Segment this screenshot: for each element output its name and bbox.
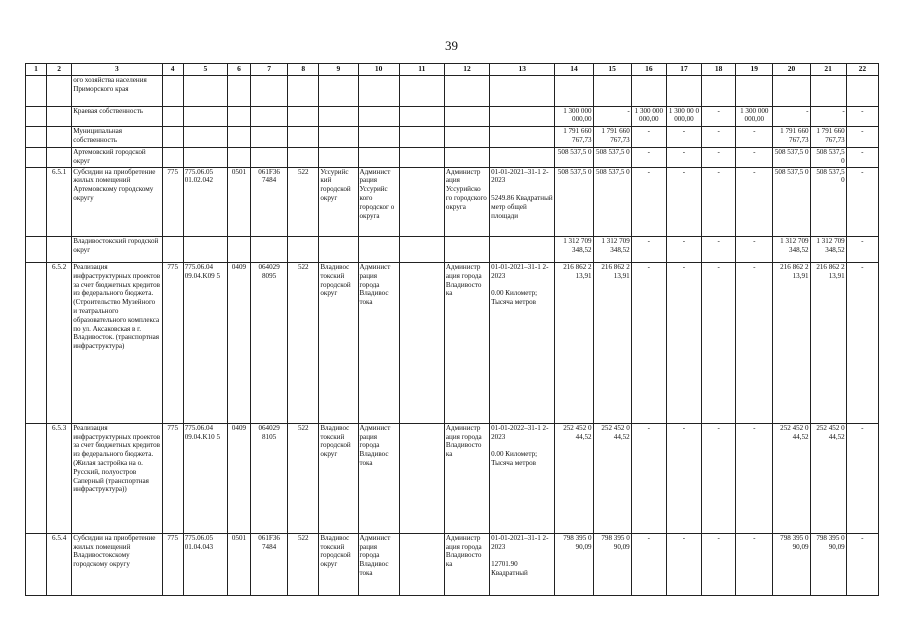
table-cell: 798 395 0 90,09 bbox=[810, 533, 846, 595]
table-cell: - bbox=[702, 533, 736, 595]
table-cell: - bbox=[631, 423, 666, 533]
table-cell bbox=[227, 237, 250, 263]
page-number: 39 bbox=[445, 38, 458, 53]
column-header: 19 bbox=[736, 64, 773, 76]
table-cell bbox=[399, 423, 444, 533]
table-cell: Администр ация города Владивосто ка bbox=[444, 423, 489, 533]
table-cell: 508 537,5 0 bbox=[555, 167, 593, 236]
table-cell: 1 312 709 348,52 bbox=[555, 237, 593, 263]
table-cell bbox=[773, 76, 810, 106]
table-cell: 508 537,5 0 bbox=[593, 167, 631, 236]
table-cell bbox=[399, 263, 444, 424]
column-header: 22 bbox=[846, 64, 878, 76]
table-cell bbox=[399, 127, 444, 148]
table-cell: - bbox=[736, 127, 773, 148]
table-cell bbox=[490, 76, 555, 106]
table-row bbox=[26, 167, 879, 236]
table-cell bbox=[444, 76, 489, 106]
column-header: 1 bbox=[26, 64, 47, 76]
table-cell: 216 862 2 13,91 bbox=[593, 263, 631, 424]
table-cell: - bbox=[810, 106, 846, 127]
table-cell: Админист рация города Владивос тока bbox=[358, 263, 399, 424]
table-cell: - bbox=[846, 423, 878, 533]
table-cell: 522 bbox=[288, 533, 319, 595]
table-cell: Владивос токский городской округ bbox=[319, 263, 358, 424]
table-cell: 775.06.04 09.04.K09 5 bbox=[183, 263, 227, 424]
table-cell: - bbox=[631, 167, 666, 236]
table-cell: 508 537,5 0 bbox=[810, 147, 846, 167]
table-cell bbox=[288, 147, 319, 167]
table-cell bbox=[319, 106, 358, 127]
table-cell bbox=[702, 76, 736, 106]
table-cell: 775 bbox=[162, 167, 183, 236]
table-cell bbox=[47, 106, 72, 127]
table-cell: - bbox=[773, 106, 810, 127]
table-row bbox=[26, 237, 879, 263]
table-cell: - bbox=[846, 263, 878, 424]
table-cell bbox=[251, 106, 288, 127]
table-cell bbox=[490, 147, 555, 167]
budget-table bbox=[25, 63, 879, 596]
table-cell bbox=[26, 263, 47, 424]
table-cell: Владивос токский городской округ bbox=[319, 533, 358, 595]
table-cell: - bbox=[736, 147, 773, 167]
table-cell bbox=[358, 106, 399, 127]
table-cell bbox=[288, 237, 319, 263]
column-header: 7 bbox=[251, 64, 288, 76]
table-cell: Артемовский городской округ bbox=[72, 147, 162, 167]
table-cell bbox=[26, 237, 47, 263]
column-header: 17 bbox=[666, 64, 701, 76]
table-cell: 1 791 660 767,73 bbox=[555, 127, 593, 148]
table-cell bbox=[162, 127, 183, 148]
table-cell bbox=[399, 106, 444, 127]
table-cell bbox=[47, 76, 72, 106]
table-cell: - bbox=[702, 147, 736, 167]
table-cell bbox=[399, 76, 444, 106]
table-cell: Владивостокский городской округ bbox=[72, 237, 162, 263]
table-cell bbox=[444, 106, 489, 127]
table-cell bbox=[162, 147, 183, 167]
table-cell bbox=[251, 76, 288, 106]
table-cell: 6.5.4 bbox=[47, 533, 72, 595]
table-cell: 775.06.05 01.02.042 bbox=[183, 167, 227, 236]
table-row bbox=[26, 263, 879, 424]
table-cell: - bbox=[736, 237, 773, 263]
table-row bbox=[26, 423, 879, 533]
table-cell bbox=[444, 127, 489, 148]
table-cell bbox=[26, 533, 47, 595]
table-cell bbox=[47, 237, 72, 263]
table-cell: 01-01-2021–31-1 2-2023 0.00 Километр; Тысяча метров bbox=[490, 263, 555, 424]
table-cell: 522 bbox=[288, 423, 319, 533]
table-cell bbox=[183, 147, 227, 167]
table-cell: 01-01-2022–31-1 2-2023 0.00 Километр; Тысяча метров bbox=[490, 423, 555, 533]
table-cell: 508 537,5 0 bbox=[593, 147, 631, 167]
table-cell: Админист рация Уссурийс кого городског о округа bbox=[358, 167, 399, 236]
table-cell: Администр ация города Владивосто ка bbox=[444, 533, 489, 595]
table-cell bbox=[444, 237, 489, 263]
table-cell bbox=[251, 237, 288, 263]
table-cell: 1 300 000 000,00 bbox=[555, 106, 593, 127]
column-header: 10 bbox=[358, 64, 399, 76]
table-cell: - bbox=[702, 423, 736, 533]
table-cell: ого хозяйства населения Приморского края bbox=[72, 76, 162, 106]
table-cell: 1 312 709 348,52 bbox=[593, 237, 631, 263]
table-cell bbox=[288, 127, 319, 148]
column-header: 13 bbox=[490, 64, 555, 76]
table-cell: - bbox=[666, 263, 701, 424]
table-cell bbox=[358, 127, 399, 148]
table-cell bbox=[319, 76, 358, 106]
table-cell: 6.5.1 bbox=[47, 167, 72, 236]
table-cell: 01-01-2021–31-1 2-2023 12701.90 Квадратный bbox=[490, 533, 555, 595]
table-cell bbox=[399, 147, 444, 167]
table-cell bbox=[26, 167, 47, 236]
table-cell bbox=[444, 147, 489, 167]
table-cell: - bbox=[666, 237, 701, 263]
table-cell: - bbox=[846, 106, 878, 127]
table-cell: - bbox=[736, 533, 773, 595]
table-cell bbox=[846, 76, 878, 106]
table-cell: 216 862 2 13,91 bbox=[555, 263, 593, 424]
table-cell bbox=[319, 147, 358, 167]
table-cell: - bbox=[666, 533, 701, 595]
table-cell: - bbox=[846, 533, 878, 595]
column-header: 3 bbox=[72, 64, 162, 76]
table-cell: 508 537,5 0 bbox=[773, 147, 810, 167]
table-cell bbox=[666, 76, 701, 106]
table-cell bbox=[593, 76, 631, 106]
table-cell bbox=[490, 127, 555, 148]
table-cell bbox=[251, 127, 288, 148]
table-cell: Реализация инфраструктурных проектов за счет бюджетных кредитов из федерального бюджета. (Строительство Музейного и театрального образовательного комплекса по ул. Аксаковская в г. Владивосток. (транспортная инфраструктура) bbox=[72, 263, 162, 424]
table-cell: 522 bbox=[288, 263, 319, 424]
table-cell: 252 452 0 44,52 bbox=[773, 423, 810, 533]
table-cell: 775 bbox=[162, 423, 183, 533]
table-cell bbox=[162, 76, 183, 106]
table-cell bbox=[490, 106, 555, 127]
table-cell: 798 395 0 90,09 bbox=[593, 533, 631, 595]
table-row bbox=[26, 147, 879, 167]
table-cell: 775 bbox=[162, 533, 183, 595]
table-cell bbox=[358, 147, 399, 167]
table-cell: 0409 bbox=[227, 423, 250, 533]
table-cell: - bbox=[631, 147, 666, 167]
table-cell: - bbox=[846, 127, 878, 148]
table-cell bbox=[183, 76, 227, 106]
table-cell bbox=[183, 237, 227, 263]
table-cell: 061F36 7484 bbox=[251, 533, 288, 595]
table-cell: 6.5.3 bbox=[47, 423, 72, 533]
table-cell: Субсидии на приобретение жилых помещений Артемовскому городскому округу bbox=[72, 167, 162, 236]
table-row bbox=[26, 106, 879, 127]
table-cell bbox=[319, 237, 358, 263]
table-cell: 798 395 0 90,09 bbox=[773, 533, 810, 595]
table-cell: 508 537,5 0 bbox=[810, 167, 846, 236]
column-header: 6 bbox=[227, 64, 250, 76]
table-cell: 0409 bbox=[227, 263, 250, 424]
table-cell: - bbox=[702, 106, 736, 127]
table-cell: - bbox=[702, 237, 736, 263]
table-cell bbox=[47, 147, 72, 167]
table-cell: 252 452 0 44,52 bbox=[810, 423, 846, 533]
table-cell bbox=[227, 127, 250, 148]
table-cell: 0501 bbox=[227, 533, 250, 595]
table-cell: 508 537,5 0 bbox=[555, 147, 593, 167]
table-cell bbox=[555, 76, 593, 106]
column-header: 21 bbox=[810, 64, 846, 76]
table-cell bbox=[399, 533, 444, 595]
table-cell: - bbox=[702, 167, 736, 236]
table-cell: 6.5.2 bbox=[47, 263, 72, 424]
table-cell: 775.06.05 01.04.043 bbox=[183, 533, 227, 595]
column-header: 14 bbox=[555, 64, 593, 76]
table-cell: Владивос токский городской округ bbox=[319, 423, 358, 533]
table-cell bbox=[162, 237, 183, 263]
table-row bbox=[26, 533, 879, 595]
table-cell: 061F36 7484 bbox=[251, 167, 288, 236]
table-cell: - bbox=[846, 147, 878, 167]
table-cell: 522 bbox=[288, 167, 319, 236]
table-cell bbox=[26, 106, 47, 127]
table-cell: 1 791 660 767,73 bbox=[810, 127, 846, 148]
column-header: 12 bbox=[444, 64, 489, 76]
table-cell: - bbox=[666, 167, 701, 236]
table-cell: Уссурийс кий городской округ bbox=[319, 167, 358, 236]
table-cell bbox=[358, 237, 399, 263]
table-cell bbox=[47, 127, 72, 148]
table-cell bbox=[26, 127, 47, 148]
table-cell: - bbox=[846, 167, 878, 236]
table-cell: 1 300 00 0 000,00 bbox=[666, 106, 701, 127]
table-cell: 775 bbox=[162, 263, 183, 424]
table-cell: - bbox=[736, 167, 773, 236]
table-row bbox=[26, 76, 879, 106]
table-cell: 1 300 000 000,00 bbox=[631, 106, 666, 127]
table-cell: 1 312 709 348,52 bbox=[773, 237, 810, 263]
table-cell: 216 862 2 13,91 bbox=[773, 263, 810, 424]
column-header: 4 bbox=[162, 64, 183, 76]
table-cell bbox=[358, 76, 399, 106]
table-cell: - bbox=[666, 127, 701, 148]
table-cell bbox=[227, 76, 250, 106]
table-cell: Краевая собственность bbox=[72, 106, 162, 127]
header-row bbox=[26, 64, 879, 76]
column-header: 18 bbox=[702, 64, 736, 76]
table-cell bbox=[810, 76, 846, 106]
table-cell bbox=[183, 127, 227, 148]
table-cell: Админист рация города Владивос тока bbox=[358, 423, 399, 533]
table-cell: 0501 bbox=[227, 167, 250, 236]
table-cell: 798 395 0 90,09 bbox=[555, 533, 593, 595]
table-cell: 1 791 660 767,73 bbox=[773, 127, 810, 148]
table-cell bbox=[319, 127, 358, 148]
table-cell: - bbox=[846, 237, 878, 263]
table-cell: - bbox=[736, 263, 773, 424]
table-cell: - bbox=[702, 127, 736, 148]
table-cell: - bbox=[631, 127, 666, 148]
table-cell: - bbox=[736, 423, 773, 533]
column-header: 2 bbox=[47, 64, 72, 76]
column-header: 8 bbox=[288, 64, 319, 76]
column-header: 15 bbox=[593, 64, 631, 76]
column-header: 9 bbox=[319, 64, 358, 76]
table-cell: 064029 8105 bbox=[251, 423, 288, 533]
table-cell bbox=[26, 147, 47, 167]
table-cell bbox=[227, 106, 250, 127]
table-cell: 216 862 2 13,91 bbox=[810, 263, 846, 424]
table-cell: Администр ация Уссурийско го городского округа bbox=[444, 167, 489, 236]
table-cell: - bbox=[666, 147, 701, 167]
table-cell bbox=[399, 167, 444, 236]
table-cell: - bbox=[593, 106, 631, 127]
table-cell: 01-01-2021–31-1 2-2023 5249.86 Квадратный метр общей площади bbox=[490, 167, 555, 236]
table-cell: 775.06.04 09.04.K10 5 bbox=[183, 423, 227, 533]
table-cell bbox=[26, 76, 47, 106]
table-cell bbox=[490, 237, 555, 263]
table-cell: - bbox=[631, 237, 666, 263]
table-cell: - bbox=[666, 423, 701, 533]
table-cell: Муниципальная собственность bbox=[72, 127, 162, 148]
table-cell: 508 537,5 0 bbox=[773, 167, 810, 236]
table-body bbox=[26, 64, 879, 596]
table-cell: 064029 8095 bbox=[251, 263, 288, 424]
table-cell: Админист рация города Владивос тока bbox=[358, 533, 399, 595]
table-cell bbox=[288, 76, 319, 106]
table-cell: - bbox=[631, 533, 666, 595]
column-header: 20 bbox=[773, 64, 810, 76]
table-cell bbox=[162, 106, 183, 127]
table-cell: Реализация инфраструктурных проектов за счет бюджетных кредитов из федерального бюджета. (Жилая застройка на о. Русский, полуостров Саперный (транспортная инфраструктура)) bbox=[72, 423, 162, 533]
table-cell: 1 312 709 348,52 bbox=[810, 237, 846, 263]
column-header: 5 bbox=[183, 64, 227, 76]
table-row bbox=[26, 127, 879, 148]
table-cell bbox=[26, 423, 47, 533]
table-cell: 1 300 000 000,00 bbox=[736, 106, 773, 127]
table-cell bbox=[631, 76, 666, 106]
table-cell bbox=[227, 147, 250, 167]
column-header: 11 bbox=[399, 64, 444, 76]
table-cell bbox=[288, 106, 319, 127]
table-cell: - bbox=[631, 263, 666, 424]
table-cell bbox=[251, 147, 288, 167]
table-cell: Субсидии на приобретение жилых помещений Владивостокскому городскому округу bbox=[72, 533, 162, 595]
table-cell bbox=[183, 106, 227, 127]
column-header: 16 bbox=[631, 64, 666, 76]
table-cell: 252 452 0 44,52 bbox=[593, 423, 631, 533]
table-cell: - bbox=[702, 263, 736, 424]
table-cell bbox=[736, 76, 773, 106]
table-cell: 252 452 0 44,52 bbox=[555, 423, 593, 533]
table-cell: 1 791 660 767,73 bbox=[593, 127, 631, 148]
table-cell bbox=[399, 237, 444, 263]
table-cell: Администр ация города Владивосто ка bbox=[444, 263, 489, 424]
